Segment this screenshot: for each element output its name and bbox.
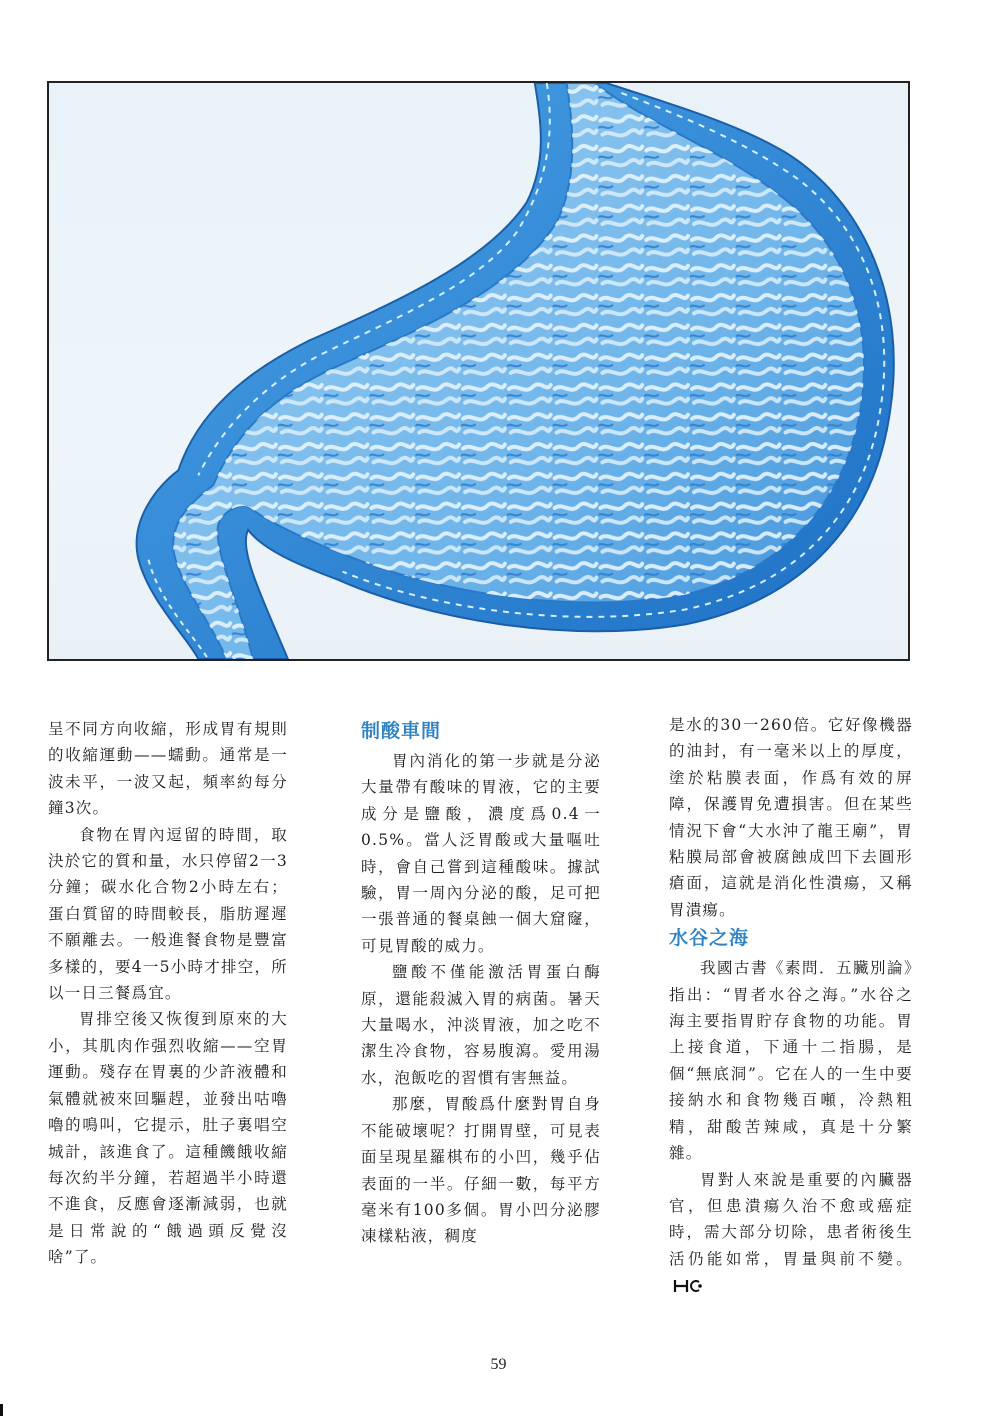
paragraph: 我國古書《素問．五臟別論》指出：“胃者水谷之海。”水谷之海主要指胃貯存食物的功能。胃上接食道，下通十二指腸，是個“無底洞”。它在人的一生中要接納水和食物幾百噸，冷熱粗精，甜酸苦辣咸，真是十分繁雜。 [669, 959, 913, 1163]
paragraph: 呈不同方向收縮，形成胃有規則的收縮運動——蠕動。通常是一波未平，一波又起，頻率約每分鐘3次。 [48, 720, 288, 818]
paragraph: 食物在胃內逗留的時間，取決於它的質和量，水只停留2一3分鐘；碳水化合物2小時左右；蛋白質留的時間較長，脂肪遲遲不願離去。一般進餐食物是豐富多樣的，要4一5小時才排空，所以一日三餐爲宜。 [48, 825, 288, 1003]
scan-edge-mark [0, 1404, 3, 1416]
paragraph: 胃內消化的第一步就是分泌大量帶有酸味的胃液，它的主要成分是鹽酸，濃度爲0.4一0.5%。當人泛胃酸或大量嘔吐時，會自己嘗到這種酸味。據試驗，胃一周內分泌的酸，足可把一張普通的餐桌蝕一個大窟窿，可見胃酸的威力。 [361, 752, 601, 955]
section-heading: 制酸車間 [361, 720, 442, 742]
paragraph: 鹽酸不僅能激活胃蛋白酶原，還能殺滅入胃的病菌。暑天大量喝水，沖淡胃液，加之吃不潔生冷食物，容易腹瀉。愛用湯水，泡飯吃的習慣有害無益。 [361, 963, 601, 1087]
section-heading: 水谷之海 [669, 927, 750, 950]
paragraph: 那麼，胃酸爲什麼對胃自身不能破壞呢？打開胃壁，可見表面呈現星羅棋布的小凹，幾乎佔表面的一半。仔細一數，每平方毫米有100多個。胃小凹分泌膠凍樣粘液，稠度 [361, 1095, 601, 1246]
paragraph: 是水的30一260倍。它好像機器的油封，有一毫米以上的厚度，塗於粘膜表面，作爲有效的屏障，保護胃免遭損害。但在某些情況下會“大水沖了龍王廟”，胃粘膜局部會被腐蝕成凹下去圓形瘡面，這就是消化性潰瘍，又稱胃潰瘍。 [669, 716, 913, 919]
paragraph [669, 1167, 913, 1299]
page-number: 59 [490, 1356, 507, 1373]
column-2 [361, 716, 601, 1250]
column-1 [48, 716, 288, 1271]
stomach-illustration [47, 81, 910, 661]
paragraph: 胃排空後又恢復到原來的大小，其肌肉作强烈收縮——空胃運動。殘存在胃裏的少許液體和氣體就被來回驅趕，並發出咕嚕嚕的鳴叫，它提示，肚子裏唱空城計，該進食了。這種饑餓收縮每次約半分鐘，若超過半小時還不進食，反應會逐漸減弱，也就是日常說的“餓過頭反覺沒啥”了。 [48, 1010, 288, 1267]
paragraph-text: 胃對人來說是重要的內臟器官，但患潰瘍久治不愈或癌症時，需大部分切除，患者術後生活仍能如常，胃量與前不變。 [669, 1170, 913, 1268]
column-3 [669, 712, 913, 1299]
stomach-icon [49, 83, 908, 659]
end-mark-logo-icon [673, 1278, 709, 1294]
